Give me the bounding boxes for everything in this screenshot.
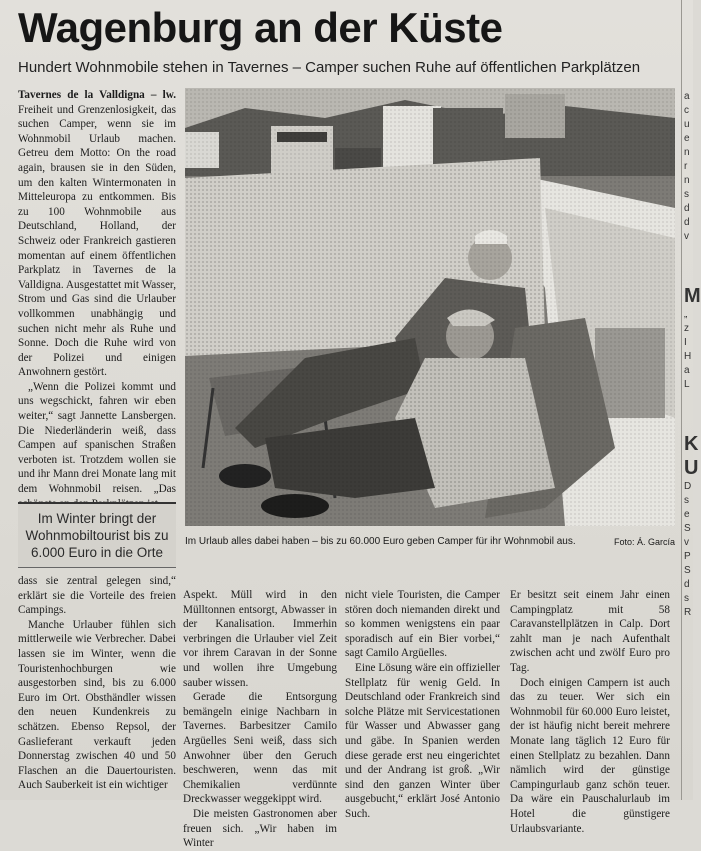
strip-letter: s xyxy=(684,495,689,506)
strip-letter: s xyxy=(684,189,689,200)
article-subheadline: Hundert Wohnmobile stehen in Tavernes – Camper suchen Ruhe auf öffentlichen Parkplätzen xyxy=(18,59,641,76)
strip-letter: c xyxy=(684,105,689,116)
strip-letter: a xyxy=(684,91,690,102)
strip-letter: I xyxy=(684,337,687,348)
strip-letter: u xyxy=(684,119,690,130)
paragraph-4: Manche Urlauber fühlen sich mittlerweile wie Verbrecher. Dabei lassen sie im Winter, wenn die Touristenhochburgen wie ausgestorben sind, bis zu 6.000 Euro im Ort. Obsthändler wissen den neuen Kundenkreis zu schätzen. Ebenso Repsol, der Gaslieferant verkauft jeden Donnerstag zwischen 40 und 50 Flaschen an die Dauertouristen. Auch Sauberkeit ist ein wichtiger xyxy=(18,618,176,792)
photo-campers-illustration xyxy=(185,88,675,526)
strip-letter: n xyxy=(684,175,690,186)
strip-letter: S xyxy=(684,565,691,576)
strip-letter: a xyxy=(684,365,690,376)
dateline: Tavernes de la Valldigna – lw. xyxy=(18,89,176,101)
article-column-1 xyxy=(18,88,176,500)
paragraph-7: Die meisten Gastronomen aber freuen sich. „Wir haben im Winter xyxy=(183,807,337,850)
strip-letter: e xyxy=(684,133,690,144)
strip-letter: L xyxy=(684,379,690,390)
paragraph-5: Aspekt. Müll wird in den Mülltonnen entsorgt, Abwasser in der Kanalisation. Immerhin verbringen die Urlauber viel Zeit vor ihrem Caravan in der Sonne und wollen ihre Umgebung sauber wissen. xyxy=(183,589,337,689)
paragraph-11: Doch einigen Campern ist auch das zu teuer. Wer sich ein Wohnmobil für 60.000 Euro leistet, der ist häufig nicht bereit mehrere Monate lang täglich 12 Euro für einen Stellplatz zu bezahlen. Dann nämlich wird der günstige Campingurlaub ganz schön teuer. Da wäre ein Pauschalurlaub im Hotel die günstigere Urlaubsvariante. xyxy=(510,676,670,835)
strip-letter: D xyxy=(684,481,692,492)
article-column-5 xyxy=(510,588,670,835)
strip-letter: H xyxy=(684,351,692,362)
strip-letter: n xyxy=(684,147,690,158)
strip-letter: d xyxy=(684,579,690,590)
pull-quote: Im Winter bringt der Wohnmobiltourist bis zu 6.000 Euro in die Orte xyxy=(18,502,176,568)
paragraph-1-text: Freiheit und Grenzenlosigkeit, das suchen Camper, wenn sie im Wohnmobil Urlaub machen. Getreu dem Motto: On the road again, brausen sie in den Süden, um den kalten Wintermonaten in Mitteleuropa zu entkommen. Bis zu 100 Wohnmobile aus Deutschland, Holland, der Schweiz oder Frankreich gastieren momentan auf einem öffentlichen Parkplatz in Tavernes de la Valldigna. Ausgestattet mit Wasser, Strom und Gas sind die Urlauber vollkommen unabhängig und suchen nicht mehr als Ruhe und Sonne. Doch die Ruhe wird von der Polizei und einigen Anwohnern gestört. xyxy=(18,103,176,379)
paragraph-9: Eine Lösung wäre ein offizieller Stellplatz für wenig Geld. In Deutschland oder Frankreich sind solche Plätze mit Servicestationen für Wasser und Abwasser gang und gäbe. In Spanien werden diese gerade erst neu eingerichtet und der Andrang ist groß. „Wir sind den ganzen Winter über ausgebucht,“ erklärt José Antonio Such. xyxy=(345,661,500,820)
article-photo xyxy=(185,88,675,526)
strip-letter: d xyxy=(684,217,690,228)
strip-letter: d xyxy=(684,203,690,214)
paragraph-6: Gerade die Entsorgung bemängeln einige Nachbarn in Tavernes. Barbesitzer Camilo Argüelles Seni weiß, dass sich Anwohner über den Geruch beschweren, wenn das mit Chemikalien verdünnte Dreckwasser weggekippt wird. xyxy=(183,691,337,806)
article-headline: Wagenburg an der Küste xyxy=(18,4,503,51)
paragraph-10: Er besitzt seit einem Jahr einen Campingplatz mit 58 Caravanstellplätzen in Calp. Dort zahlt man je nach Aufenthalt zwischen acht und zwölf Euro pro Tag. xyxy=(510,589,670,674)
strip-letter: v xyxy=(684,537,689,548)
strip-letter: S xyxy=(684,523,691,534)
strip-letter: s xyxy=(684,593,689,604)
strip-letter: z xyxy=(684,323,689,334)
strip-letter: P xyxy=(684,551,691,562)
article-column-4 xyxy=(345,588,500,820)
strip-letter: K xyxy=(684,433,699,455)
photo-caption-bar xyxy=(185,534,675,550)
adjacent-article-strip xyxy=(681,0,701,800)
strip-letter: M xyxy=(684,285,701,307)
strip-letter: U xyxy=(684,457,699,479)
strip-letter: v xyxy=(684,231,689,242)
article-column-2 xyxy=(18,574,176,800)
strip-letter: „ xyxy=(684,309,688,320)
paragraph-8: nicht viele Touristen, die Camper stören doch niemanden direkt und so kommen wenigstens ein paar sporadisch auf ein Bier vorbei,“ sagt Camilo Argüelles. xyxy=(345,589,500,660)
paragraph-3: dass sie zentral gelegen sind,“ erklärt sie die Vorteile des freien Campings. xyxy=(18,575,176,617)
paragraph-2: „Wenn die Polizei kommt und uns wegschickt, fahren wir eben weiter,“ sagt Jannette Lansbergen. Die Niederländerin weiß, dass Campen auf spanischen Straßen verboten ist. Trotzdem wollen sie und ihr Mann drei Monate lang mit dem Wohnmobil reisen. „Das xyxy=(18,380,176,496)
strip-letter: e xyxy=(684,509,690,520)
photo-caption: Im Urlaub alles dabei haben – bis zu 60.000 Euro geben Camper für ihr Wohnmobil aus. xyxy=(185,536,576,547)
strip-letter: r xyxy=(684,161,688,172)
strip-letter: R xyxy=(684,607,692,618)
photo-credit: Foto: Á. García xyxy=(613,537,675,547)
article-column-3 xyxy=(183,588,337,850)
paragraph-1 xyxy=(18,88,176,380)
